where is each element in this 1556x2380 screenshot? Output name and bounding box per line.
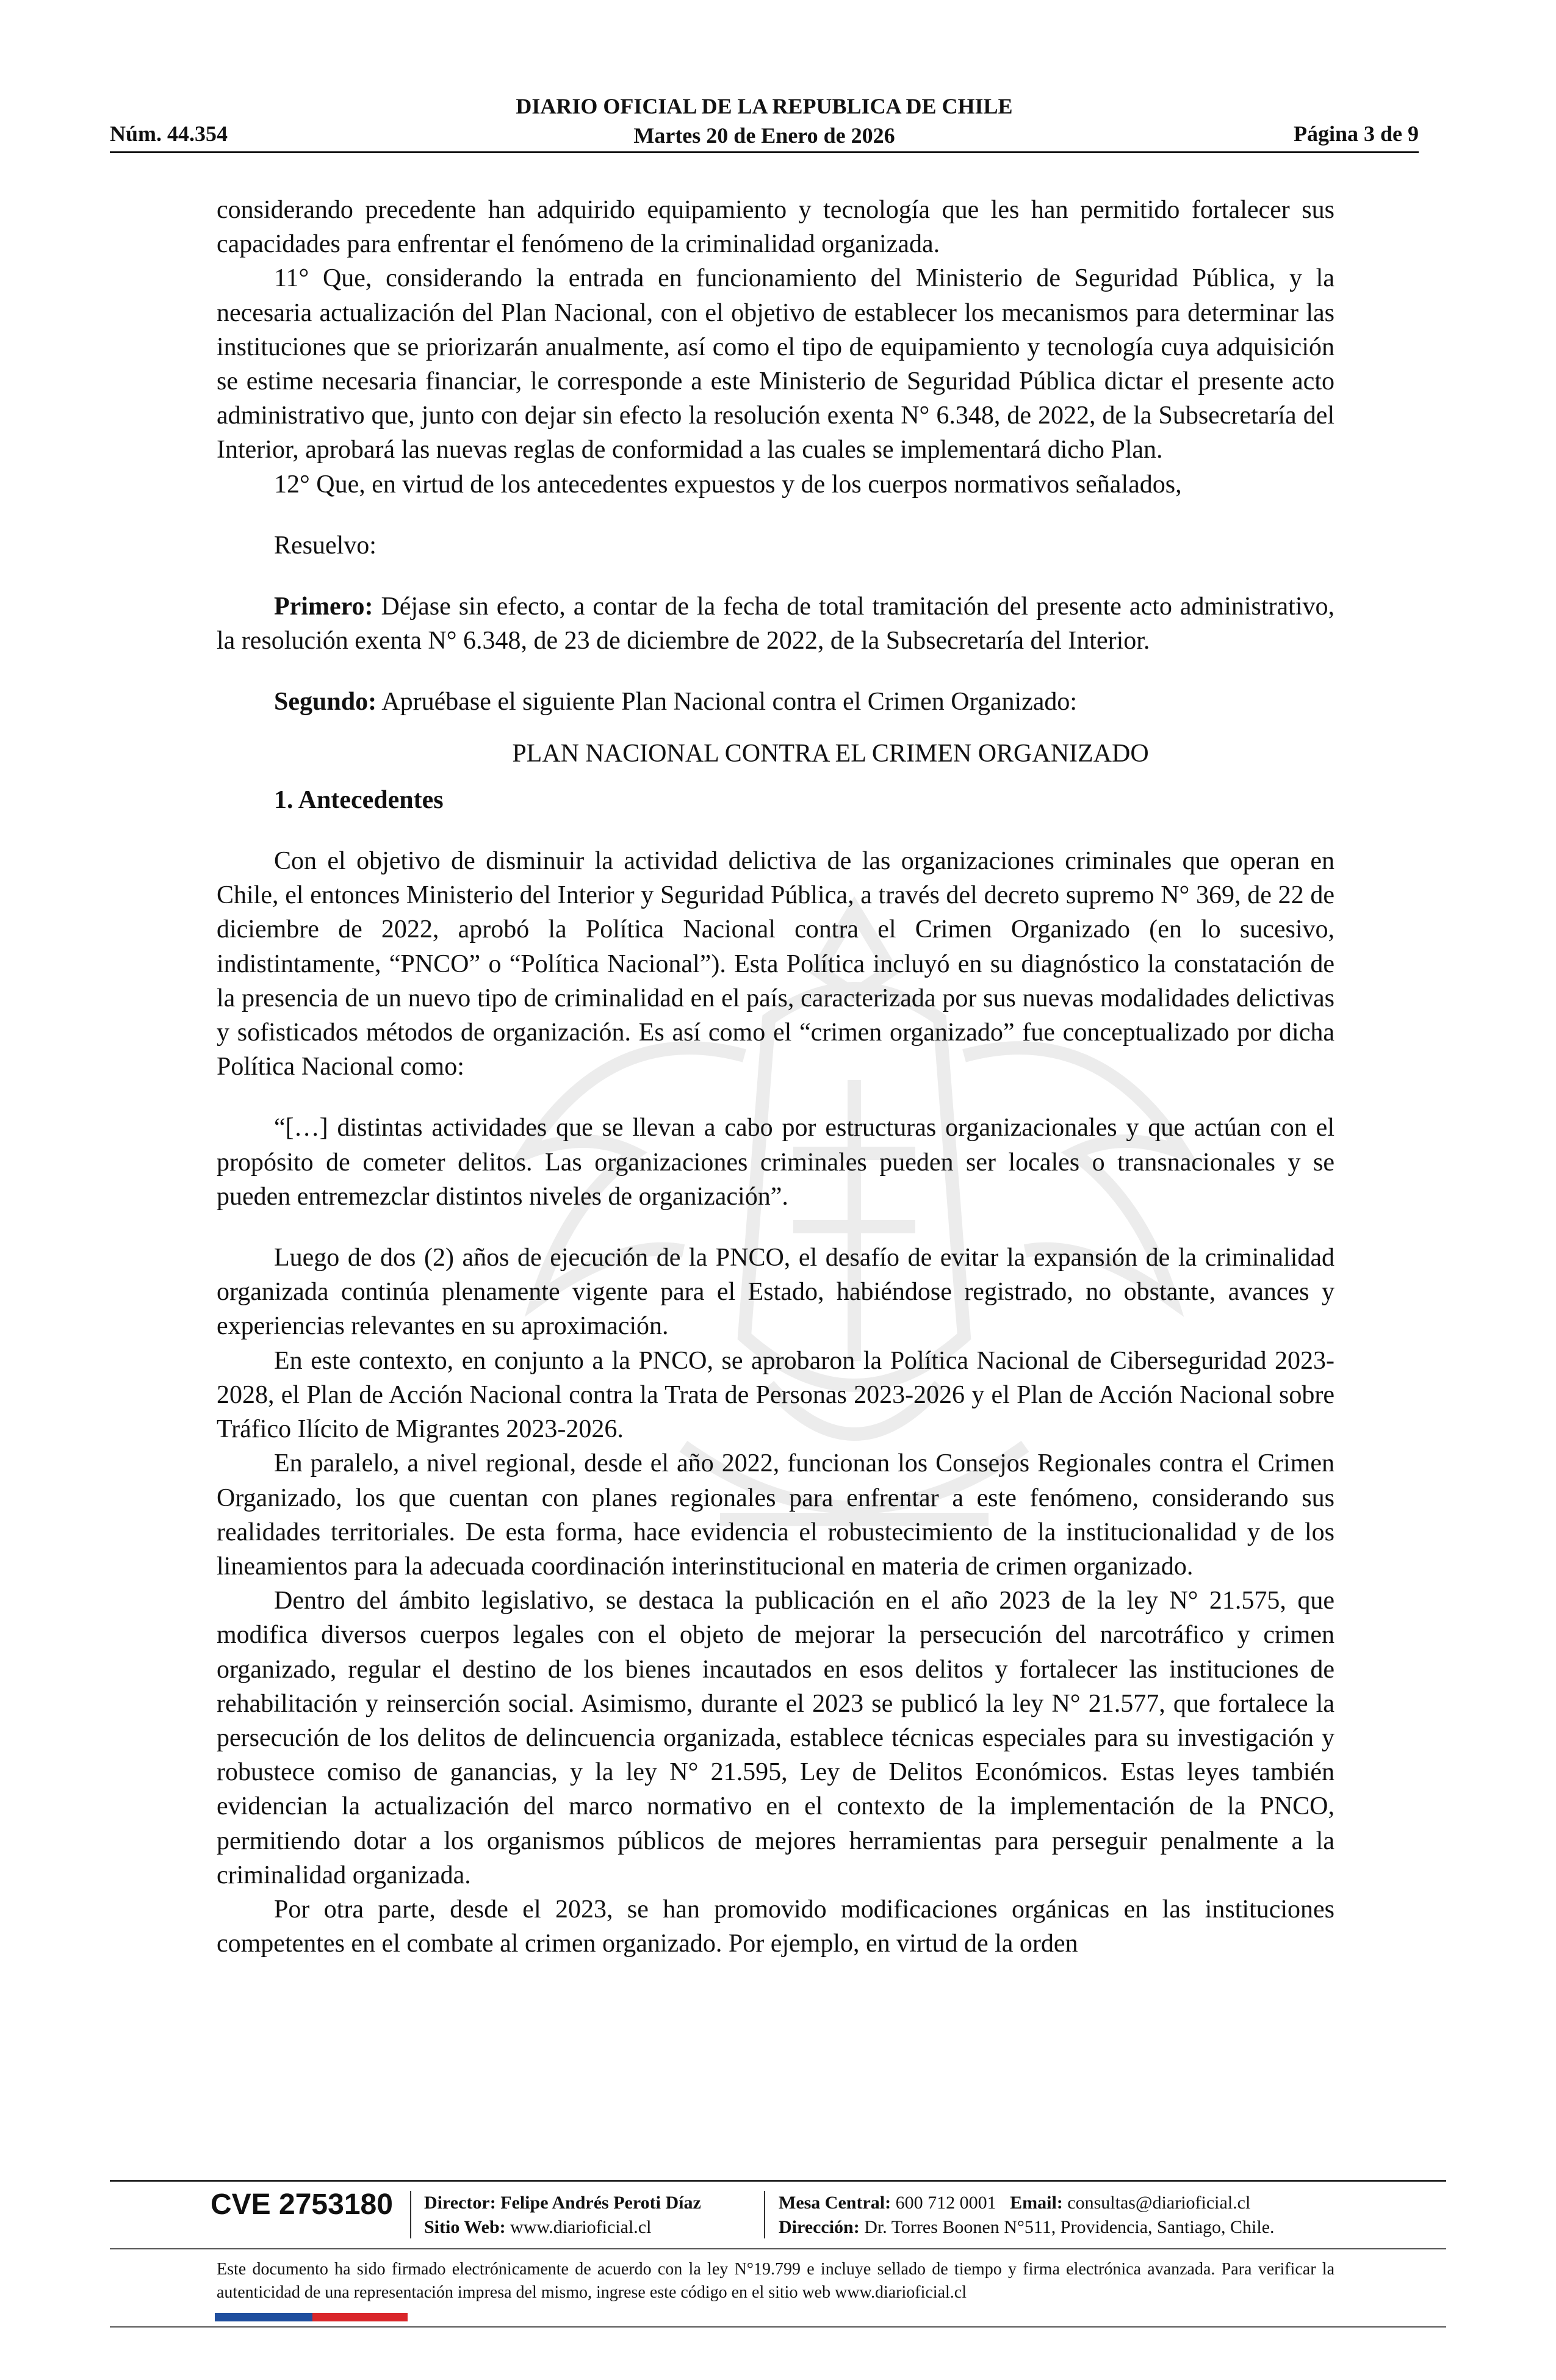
address: Dr. Torres Boonen N°511, Providencia, Santiago, Chile.: [859, 2217, 1275, 2237]
paragraph: 11° Que, considerando la entrada en funcionamiento del Ministerio de Seguridad Pública, y la necesaria actualización del Plan Nacional, con el objetivo de establecer los mecanismos para determinar las instituciones que se priorizarán anualmente, así como el tipo de equipamiento y tecnología cuya adquisición se estime necesaria financiar, le corresponde a este Ministerio de Seguridad Pública dictar el presente acto administrativo que, junto con dejar sin efecto la resolución exenta N° 6.348, de 2022, de la Subsecretaría del Interior, aprobará las nuevas reglas de conformidad a las cuales se implementará dicho Plan.: [217, 264, 1334, 464]
director-name: Felipe Andrés Peroti Díaz: [495, 2193, 701, 2213]
site-link[interactable]: www.diarioficial.cl: [505, 2217, 652, 2237]
publication-date: Martes 20 de Enero de 2026: [633, 123, 895, 148]
footer-contact-block: Mesa Central: 600 712 0001 Email: consultas@diarioficial.cl Dirección: Dr. Torres Boonen N°511, Providencia, Santiago, Chile.: [779, 2193, 1275, 2237]
quote: “[…] distintas actividades que se llevan a cabo por estructuras organizacionales y que actúan con el propósito de cometer delitos. Las organizaciones criminales pueden ser locales o transnacionales y se pueden entremezclar distintos niveles de organización”.: [217, 1114, 1334, 1211]
footer-rule-top: [110, 2180, 1446, 2182]
primero-text: Déjase sin efecto, a contar de la fecha de total tramitación del presente acto administrativo, la resolución exenta N° 6.348, de 23 de diciembre de 2022, de la Subsecretaría del Interior.: [217, 593, 1334, 655]
paragraph-segundo: [217, 685, 1334, 719]
page-header: [110, 92, 1419, 153]
footer-separator: [764, 2191, 765, 2238]
email-link[interactable]: consultas@diarioficial.cl: [1062, 2193, 1251, 2213]
paragraph: En paralelo, a nivel regional, desde el año 2022, funcionan los Consejos Regionales contra el Crimen Organizado, los que cuentan con planes regionales para enfrentar a este fenómeno, considerando sus realidades territoriales. De esta forma, hace evidencia el robustecimiento de la institucionalidad y de los lineamientos para la adecuada coordinación interinstitucional en materia de crimen organizado.: [217, 1449, 1334, 1581]
section-heading: 1. Antecedentes: [274, 785, 444, 814]
segundo-label: Segundo:: [274, 688, 377, 716]
paragraph: Con el objetivo de disminuir la actividad delictiva de las organizaciones criminales que operan en Chile, el entonces Ministerio del Interior y Seguridad Pública, a través del decreto supremo N° 369, de 22 de diciembre de 2022, aprobó la Política Nacional contra el Crimen Organizado (en lo sucesivo, indistintamente, “PNCO” o “Política Nacional”). Esta Política incluyó en su diagnóstico la constatación de la presencia de un nuevo tipo de criminalidad en el país, caracterizada por sus nuevas modalidades delictivas y sofisticados métodos de organización. Es así como el “crimen organizado” fue conceptualizado por dicha Política Nacional como:: [217, 847, 1334, 1081]
page-number: Página 3 de 9: [1293, 121, 1419, 146]
chile-flag-stripe-icon: [215, 2313, 408, 2321]
paragraph: En este contexto, en conjunto a la PNCO, se aprobaron la Política Nacional de Ciberseguridad 2023-2028, el Plan de Acción Nacional contra la Trata de Personas 2023-2026 y el Plan de Acción Nacional sobre Tráfico Ilícito de Migrantes 2023-2026.: [217, 1346, 1334, 1444]
paragraph: considerando precedente han adquirido equipamiento y tecnología que les han permitido fortalecer sus capacidades para enfrentar el fenómeno de la criminalidad organizada.: [217, 196, 1334, 259]
paragraph: 12° Que, en virtud de los antecedentes expuestos y de los cuerpos normativos señalados,: [274, 470, 1182, 499]
cve-code: CVE 2753180: [211, 2188, 393, 2221]
footer-rule-mid: [110, 2248, 1446, 2249]
legal-notice: Este documento ha sido firmado electrónicamente de acuerdo con la ley N°19.799 e incluye sellado de tiempo y firma electrónica avanzada. Para verificar la autenticidad de una representación impresa del mismo, ingrese este código en el sitio web www.diarioficial.cl: [217, 2260, 1334, 2302]
resuelvo-heading: Resuelvo:: [274, 531, 376, 560]
plan-title: PLAN NACIONAL CONTRA EL CRIMEN ORGANIZADO: [512, 739, 1149, 768]
footer-separator: [410, 2191, 411, 2238]
footer-director-block: Director: Felipe Andrés Peroti Díaz Sitio Web: www.diarioficial.cl: [424, 2193, 701, 2237]
paragraph: Dentro del ámbito legislativo, se destaca la publicación en el año 2023 de la ley N° 21.575, que modifica diversos cuerpos legales con el objeto de mejorar la persecución del narcotráfico y crimen organizado, regular el destino de los bienes incautados en esos delitos y fortalecer las instituciones de rehabilitación y reinserción social. Asimismo, durante el 2023 se publicó la ley N° 21.577, que fortalece la persecución de los delitos de delincuencia organizada, establece técnicas especiales para su investigación y robustece comiso de ganancias, y la ley N° 21.595, Ley de Delitos Económicos. Estas leyes también evidencian la actualización del marco normativo en el contexto de la implementación de la PNCO, permitiendo dotar a los organismos públicos de mejores herramientas para perseguir penalmente a la criminalidad organizada.: [217, 1587, 1334, 1889]
primero-label: Primero:: [274, 593, 373, 621]
footer-rule-bottom: [110, 2326, 1446, 2328]
document-body: [217, 193, 1334, 1961]
issue-number: Núm. 44.354: [110, 121, 228, 146]
segundo-text: Apruébase el siguiente Plan Nacional contra el Crimen Organizado:: [376, 688, 1078, 716]
header-rule: [110, 151, 1419, 153]
publication-title: DIARIO OFICIAL DE LA REPUBLICA DE CHILE: [516, 94, 1013, 118]
phone-number: 600 712 0001: [891, 2193, 996, 2213]
paragraph-primero: [217, 590, 1334, 658]
paragraph: Por otra parte, desde el 2023, se han promovido modificaciones orgánicas en las instituciones competentes en el combate al crimen organizado. Por ejemplo, en virtud de la orden: [217, 1895, 1334, 1958]
paragraph: Luego de dos (2) años de ejecución de la PNCO, el desafío de evitar la expansión de la criminalidad organizada continúa plenamente vigente para el Estado, habiéndose registrado, no obstante, avances y experiencias relevantes en su aproximación.: [217, 1244, 1334, 1341]
